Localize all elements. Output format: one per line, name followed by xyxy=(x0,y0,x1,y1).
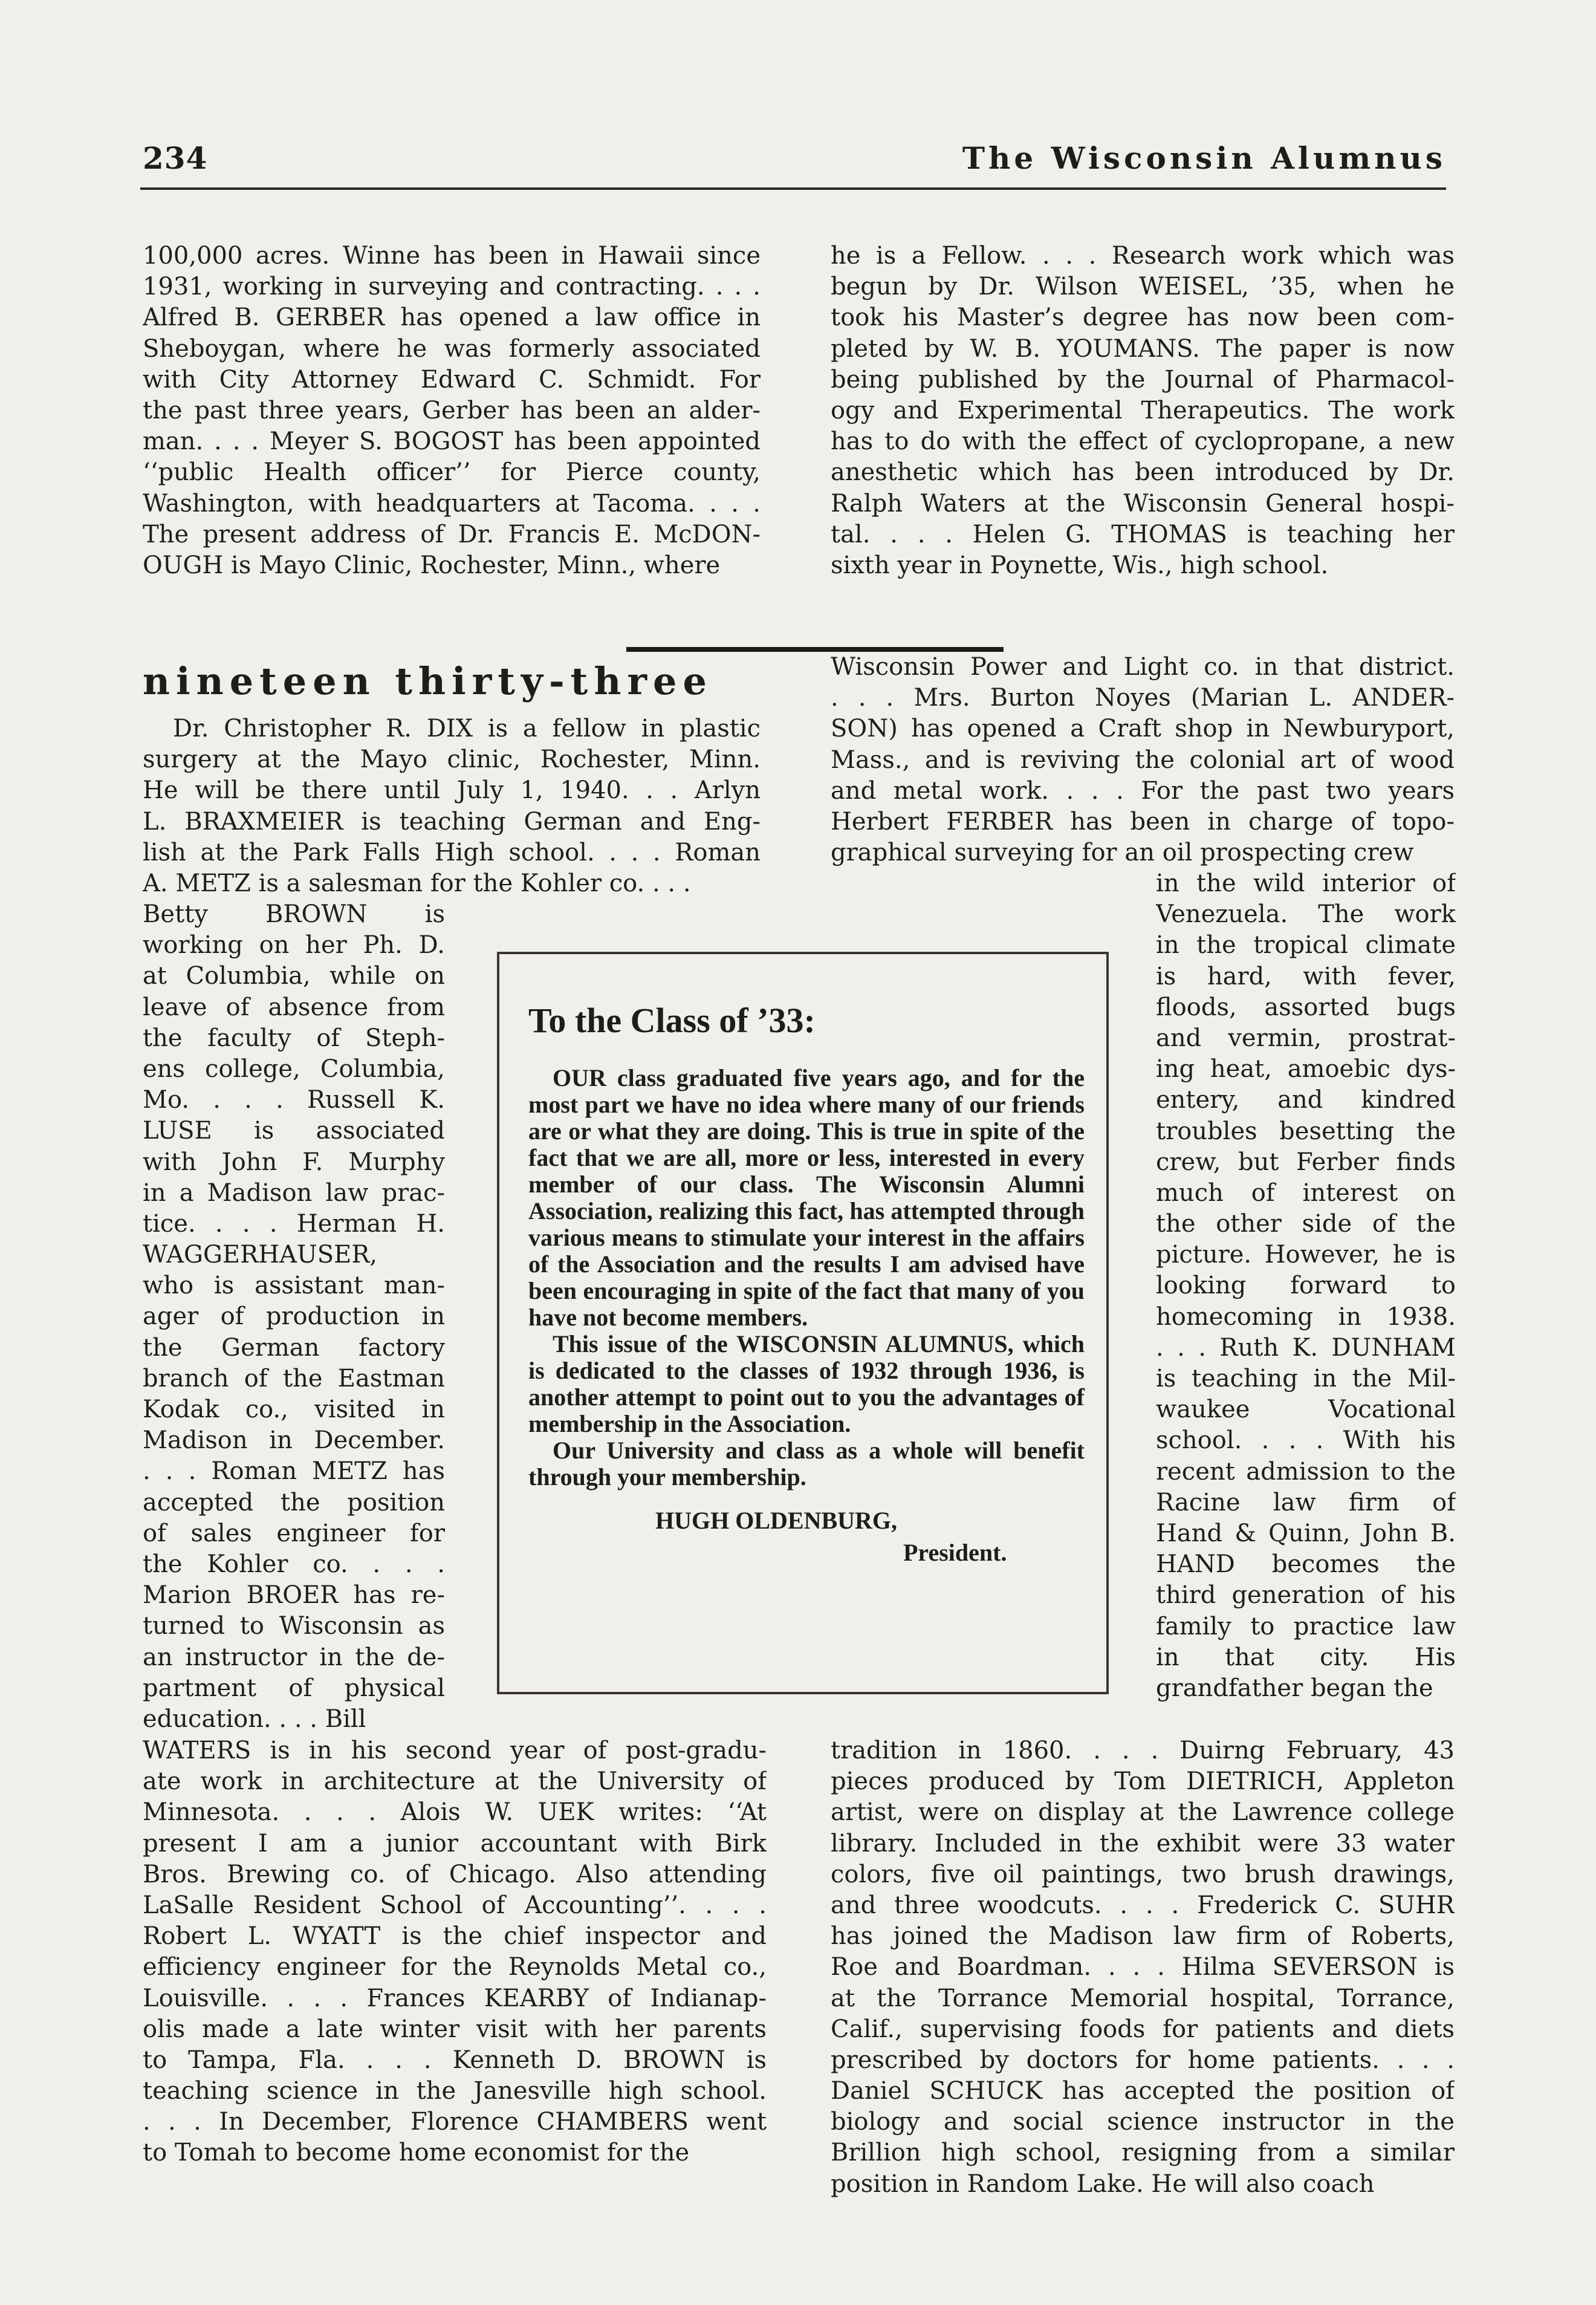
section-divider xyxy=(626,647,1004,652)
text-line: education. . . . Bill xyxy=(143,1705,366,1733)
text-line: picture. However, he is xyxy=(1156,1241,1456,1269)
text-line: branch of the Eastman xyxy=(143,1364,445,1393)
text-line: sixth year in Poynette, Wis., high school. xyxy=(831,551,1329,579)
text-line: looking forward to xyxy=(1156,1272,1456,1300)
text-line: OUGH is Mayo Clinic, Rochester, Minn., where xyxy=(143,551,721,579)
text-line: at the Torrance Memorial hospital, Torrance, xyxy=(831,1984,1455,2012)
text-line: teaching science in the Janesville high school. xyxy=(143,2077,767,2105)
text-line: . . . Roman METZ has xyxy=(143,1457,445,1486)
text-line: prescribed by doctors for home patients. . . . xyxy=(831,2046,1455,2074)
text-line: an instructor in the de- xyxy=(143,1643,445,1671)
text-line: the past three years, Gerber has been an alder- xyxy=(143,396,761,424)
text-line: grandfather began the xyxy=(1156,1674,1433,1702)
text-line: colors, five oil paintings, two brush drawings, xyxy=(831,1860,1455,1888)
text-line: Hand & Quinn, John B. xyxy=(1156,1519,1456,1547)
class-letter-paragraph-2: This issue of the WISCONSIN ALUMNUS, which is dedicated to the classes of 1932 through 1936, is another attempt to point out to you the advantages of membership in the Association. xyxy=(528,1330,1085,1437)
text-line: . . . Ruth K. DUNHAM xyxy=(1156,1333,1456,1362)
text-line: ‘‘public Health officer’’ for Pierce county, xyxy=(143,458,761,487)
text-line: WATERS is in his second year of post-gradu- xyxy=(143,1737,767,1764)
text-line: entery, and kindred xyxy=(1156,1086,1456,1114)
text-line: LaSalle Resident School of Accounting’’. . . . xyxy=(143,1891,767,1919)
text-line: Betty BROWN is xyxy=(143,900,445,928)
text-line: biology and social science instructor in the xyxy=(831,2108,1455,2136)
text-line: Wisconsin Power and Light co. in that district. xyxy=(831,653,1455,681)
text-line: the German factory xyxy=(143,1333,445,1362)
text-line: Sheboygan, where he was formerly associated xyxy=(143,334,761,363)
text-line: The present address of Dr. Francis E. McDON- xyxy=(143,520,761,548)
text-line: accepted the position xyxy=(143,1488,445,1517)
text-line: partment of physical xyxy=(143,1674,445,1702)
text-line: homecoming in 1938. xyxy=(1156,1302,1456,1331)
text-line: Brillion high school, resigning from a similar xyxy=(831,2139,1455,2167)
text-line: ate work in architecture at the University of xyxy=(143,1767,767,1796)
text-line: has to do with the effect of cyclopropane, a new xyxy=(831,428,1455,456)
class-letter-content xyxy=(528,1000,1085,1567)
text-line: of sales engineer for xyxy=(143,1519,445,1547)
text-line: graphical surveying for an oil prospecting crew xyxy=(831,839,1414,867)
class-letter-box xyxy=(497,952,1109,1694)
text-line: is hard, with fever, xyxy=(1156,962,1456,990)
text-line: Minnesota. . . . Alois W. UEK writes: ‘‘At xyxy=(143,1798,767,1827)
text-line: the faculty of Steph- xyxy=(143,1024,445,1052)
text-line: floods, assorted bugs xyxy=(1156,993,1456,1021)
text-line: ogy and Experimental Therapeutics. The work xyxy=(831,396,1455,424)
text-line: library. Included in the exhibit were 33 water xyxy=(831,1829,1455,1858)
text-line: and metal work. . . . For the past two years xyxy=(831,776,1455,805)
text-line: position in Random Lake. He will also coach xyxy=(831,2170,1375,2198)
text-line: troubles besetting the xyxy=(1156,1117,1456,1145)
text-line: tal. . . . Helen G. THOMAS is teaching her xyxy=(831,520,1455,548)
text-line: olis made a late winter visit with her parents xyxy=(143,2015,767,2043)
text-line: Robert L. WYATT is the chief inspector and xyxy=(143,1922,767,1951)
text-line: L. BRAXMEIER is teaching German and Eng- xyxy=(143,807,761,836)
text-line: Herbert FERBER has been in charge of topo- xyxy=(831,807,1455,836)
class-letter-title: To the Class of ’33: xyxy=(528,1001,816,1040)
text-line: pleted by W. B. YOUMANS. The paper is now xyxy=(831,334,1455,363)
text-line: is teaching in the Mil- xyxy=(1156,1365,1456,1393)
text-line: . . . In December, Florence CHAMBERS went xyxy=(143,2108,767,2136)
text-line: Daniel SCHUCK has accepted the position of xyxy=(831,2077,1455,2105)
text-line: 1931, working in surveying and contracting. . . . xyxy=(143,273,761,301)
text-line: with John F. Murphy xyxy=(143,1148,445,1176)
text-line: He will be there until July 1, 1940. . . Arlyn xyxy=(143,776,761,805)
text-line: 100,000 acres. Winne has been in Hawaii since xyxy=(143,242,761,270)
text-line: Roe and Boardman. . . . Hilma SEVERSON is xyxy=(831,1953,1455,1982)
section-left-column-top xyxy=(143,714,761,899)
text-line: WAGGERHAUSER, xyxy=(143,1241,378,1269)
class-letter-paragraph-3: Our University and class as a whole will benefit through your membership. xyxy=(528,1437,1085,1491)
text-line: Mass., and is reviving the colonial art of wood xyxy=(831,746,1455,774)
text-line: present I am a junior accountant with Birk xyxy=(143,1829,767,1858)
text-line: third generation of his xyxy=(1156,1581,1456,1610)
text-line: Mo. . . . Russell K. xyxy=(143,1086,445,1114)
text-line: surgery at the Mayo clinic, Rochester, Minn. xyxy=(143,746,761,774)
top-right-column xyxy=(831,241,1455,581)
text-line: Racine law firm of xyxy=(1156,1488,1456,1517)
header-rule xyxy=(140,187,1446,190)
text-line: recent admission to the xyxy=(1156,1457,1456,1486)
section-right-column-wrap xyxy=(1156,868,1456,1704)
text-line: school. . . . With his xyxy=(1156,1426,1456,1455)
signature-title: President. xyxy=(903,1539,1007,1566)
section-left-column-wrap xyxy=(143,899,445,1735)
text-line: Madison in December. xyxy=(143,1426,445,1455)
text-line: Kodak co., visited in xyxy=(143,1396,445,1423)
text-line: . . . Mrs. Burton Noyes (Marian L. ANDER- xyxy=(831,684,1455,712)
text-line: anesthetic which has been introduced by Dr. xyxy=(831,458,1455,487)
text-line: and vermin, prostrat- xyxy=(1156,1024,1456,1052)
text-line: to Tampa, Fla. . . . Kenneth D. BROWN is xyxy=(143,2046,767,2074)
text-line: at Columbia, while on xyxy=(143,962,445,990)
section-right-column-top xyxy=(831,652,1455,868)
text-line: much of interest on xyxy=(1156,1179,1456,1207)
text-line: Dr. Christopher R. DIX is a fellow in plastic xyxy=(173,715,761,743)
text-line: being published by the Journal of Pharmacol- xyxy=(831,365,1455,394)
text-line: ing heat, amoebic dys- xyxy=(1156,1055,1456,1084)
text-line: Marion BROER has re- xyxy=(143,1581,445,1610)
text-line: Calif., supervising foods for patients and diets xyxy=(831,2015,1455,2043)
text-line: lish at the Park Falls High school. . . . Roman xyxy=(143,838,761,866)
text-line: pieces produced by Tom DIETRICH, Appleton xyxy=(831,1767,1455,1796)
page-number: 234 xyxy=(143,140,208,176)
text-line: Louisville. . . . Frances KEARBY of Indianap- xyxy=(143,1984,767,2012)
text-line: Venezuela. The work xyxy=(1156,900,1456,929)
text-line: efficiency engineer for the Reynolds Metal co., xyxy=(143,1953,767,1982)
text-line: the Kohler co. . . . xyxy=(143,1550,445,1578)
text-line: begun by Dr. Wilson WEISEL, ’35, when he xyxy=(831,273,1455,301)
text-line: SON) has opened a Craft shop in Newburyport, xyxy=(831,715,1455,743)
text-line: in that city. His xyxy=(1156,1643,1456,1671)
text-line: HAND becomes the xyxy=(1156,1550,1456,1579)
signature-name: HUGH OLDENBURG, xyxy=(655,1507,898,1534)
text-line: ager of production in xyxy=(143,1302,445,1331)
text-line: tice. . . . Herman H. xyxy=(143,1209,445,1238)
text-line: ens college, Columbia, xyxy=(143,1055,445,1083)
text-line: artist, were on display at the Lawrence college xyxy=(831,1798,1455,1827)
text-line: family to practice law xyxy=(1156,1612,1456,1640)
text-line: in the wild interior of xyxy=(1156,870,1456,897)
section-right-column-bottom xyxy=(831,1735,1455,2200)
text-line: Bros. Brewing co. of Chicago. Also attending xyxy=(143,1860,767,1888)
text-line: Ralph Waters at the Wisconsin General hospi- xyxy=(831,489,1455,518)
text-line: in a Madison law prac- xyxy=(143,1179,445,1207)
text-line: in the tropical climate xyxy=(1156,931,1456,960)
text-line: he is a Fellow. . . . Research work which was xyxy=(831,242,1455,270)
text-line: man. . . . Meyer S. BOGOST has been appointed xyxy=(143,428,761,456)
text-line: the other side of the xyxy=(1156,1210,1456,1238)
text-line: Washington, with headquarters at Tacoma. . . . xyxy=(143,489,761,518)
text-line: and three woodcuts. . . . Frederick C. SUHR xyxy=(831,1891,1455,1919)
text-line: waukee Vocational xyxy=(1156,1396,1456,1424)
text-line: crew, but Ferber finds xyxy=(1156,1148,1456,1176)
text-line: LUSE is associated xyxy=(143,1117,445,1145)
top-left-column xyxy=(143,241,761,581)
text-line: leave of absence from xyxy=(143,993,445,1021)
text-line: took his Master’s degree has now been com- xyxy=(831,304,1455,332)
class-letter-paragraph-1: OUR class graduated five years ago, and for the most part we have no idea where many of our friends are or what they are doing. This is true in spite of the fact that we are all, more or less, interested in every member of our class. The Wisconsin Alumni Association, realizing this fact, has attempted through various means to stimulate your interest in the affairs of the Association and the results I am advised have been encouraging in spite of the fact that many of you have not become members. xyxy=(528,1064,1085,1331)
text-line: has joined the Madison law firm of Roberts, xyxy=(831,1922,1455,1951)
text-line: working on her Ph. D. xyxy=(143,931,445,960)
text-line: with City Attorney Edward C. Schmidt. For xyxy=(143,365,761,394)
text-line: who is assistant man- xyxy=(143,1272,445,1300)
text-line: turned to Wisconsin as xyxy=(143,1612,445,1640)
section-left-column-bottom xyxy=(143,1735,767,2169)
publication-title: The Wisconsin Alumnus xyxy=(962,140,1446,176)
text-line: tradition in 1860. . . . Duirng February, 43 xyxy=(831,1737,1455,1764)
text-line: A. METZ is a salesman for the Kohler co. . . . xyxy=(143,869,691,897)
section-heading: nineteen thirty-three xyxy=(143,659,713,703)
text-line: Alfred B. GERBER has opened a law office in xyxy=(143,304,761,332)
text-line: to Tomah to become home economist for the xyxy=(143,2139,690,2167)
